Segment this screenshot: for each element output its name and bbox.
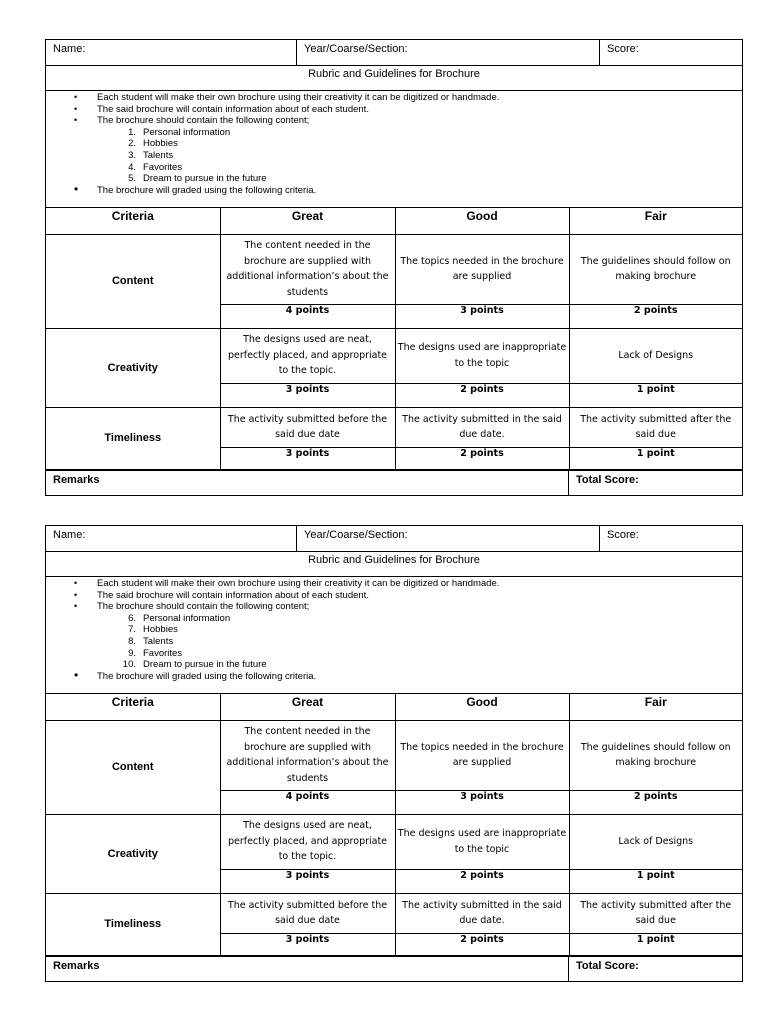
student-info-row (46, 40, 742, 66)
remarks-field[interactable]: Remarks (46, 957, 569, 981)
item-text: Personal information (143, 612, 231, 624)
item-text: Hobbies (143, 624, 178, 636)
great-points: 3 points (220, 869, 395, 893)
good-description: The designs used are inappropriate to the topic (395, 328, 569, 383)
rubric-title: Rubric and Guidelines for Brochure (46, 552, 742, 577)
table-row-creativity (46, 328, 742, 383)
fair-points: 2 points (569, 790, 742, 814)
criteria-table-wrap (46, 208, 742, 471)
fair-description: Lack of Designs (569, 814, 742, 869)
criteria-table (46, 208, 742, 470)
fair-points: 1 point (569, 933, 742, 955)
guideline-item: • The brochure will graded using the following criteria. (46, 671, 742, 683)
item-number: 7. (128, 624, 136, 636)
guidelines-list (46, 92, 742, 196)
criteria-cell: Content (46, 234, 220, 328)
content-list-item (46, 636, 742, 648)
guideline-item: • The said brochure will contain information about of each student. (46, 104, 742, 116)
fair-description: Lack of Designs (569, 328, 742, 383)
column-header: Good (395, 694, 569, 720)
item-text: Favorites (143, 647, 183, 659)
item-text: Dream to pursue in the future (143, 659, 267, 671)
guideline-item: • The said brochure will contain information about of each student. (46, 590, 742, 602)
great-points: 3 points (220, 933, 395, 955)
column-header: Good (395, 208, 569, 234)
item-number: 10. (122, 659, 136, 671)
score-field[interactable]: Score: (607, 529, 639, 541)
score-field[interactable]: Score: (607, 43, 639, 55)
content-list-item (46, 138, 742, 150)
item-text: Hobbies (143, 138, 178, 150)
great-description: The activity submitted before the said due date (220, 893, 395, 933)
table-row-timeliness (46, 407, 742, 447)
good-points: 2 points (395, 869, 569, 893)
guideline-item: • Each student will make their own brochure using their creativity it can be digitized or handmade. (46, 578, 742, 590)
guideline-item: • The brochure should contain the following content; (46, 115, 742, 127)
guideline-item: • Each student will make their own brochure using their creativity it can be digitized or handmade. (46, 92, 742, 104)
fair-description: The guidelines should follow on making brochure (569, 234, 742, 304)
table-row-creativity (46, 814, 742, 869)
column-header: Criteria (46, 208, 220, 234)
item-text: Favorites (143, 161, 183, 173)
item-text: Personal information (143, 126, 231, 138)
student-info-row (46, 526, 742, 552)
good-points: 2 points (395, 933, 569, 955)
content-list-item (46, 624, 742, 636)
guideline-item: • The brochure will graded using the following criteria. (46, 185, 742, 197)
footer-row (46, 471, 742, 495)
good-description: The topics needed in the brochure are supplied (395, 720, 569, 790)
great-points: 4 points (220, 790, 395, 814)
rubric-title: Rubric and Guidelines for Brochure (46, 66, 742, 91)
rubric-sheet (45, 525, 743, 982)
content-list-item (46, 162, 742, 174)
fair-points: 1 point (569, 869, 742, 893)
great-points: 3 points (220, 383, 395, 407)
column-header: Fair (569, 208, 742, 234)
content-list-item (46, 150, 742, 162)
column-header: Great (220, 208, 395, 234)
criteria-cell: Timeliness (46, 893, 220, 955)
fair-points: 2 points (569, 304, 742, 328)
table-row-timeliness (46, 893, 742, 933)
great-description: The activity submitted before the said due date (220, 407, 395, 447)
rubric-sheet (45, 39, 743, 496)
great-description: The content needed in the brochure are supplied with additional information’s about the students (220, 720, 395, 790)
good-points: 3 points (395, 304, 569, 328)
content-list-item (46, 127, 742, 139)
great-description: The content needed in the brochure are supplied with additional information’s about the students (220, 234, 395, 304)
year-course-section-field[interactable]: Year/Coarse/Section: (297, 526, 600, 551)
fair-description: The activity submitted after the said due (569, 893, 742, 933)
item-number: 3. (128, 149, 136, 161)
good-description: The designs used are inappropriate to the topic (395, 814, 569, 869)
item-number: 1. (128, 126, 136, 138)
footer-row (46, 957, 742, 981)
remarks-field[interactable]: Remarks (46, 471, 569, 495)
criteria-table-wrap (46, 694, 742, 957)
column-header: Great (220, 694, 395, 720)
item-text: Dream to pursue in the future (143, 173, 267, 185)
criteria-cell: Content (46, 720, 220, 814)
year-course-section-field[interactable]: Year/Coarse/Section: (297, 40, 600, 65)
item-number: 9. (128, 647, 136, 659)
good-description: The topics needed in the brochure are supplied (395, 234, 569, 304)
total-score-field[interactable]: Total Score: (576, 959, 639, 972)
guidelines-list (46, 578, 742, 682)
content-list-item (46, 173, 742, 185)
criteria-cell: Timeliness (46, 407, 220, 469)
name-field[interactable]: Name: (46, 40, 297, 65)
criteria-cell: Creativity (46, 814, 220, 893)
good-points: 3 points (395, 790, 569, 814)
fair-description: The activity submitted after the said due (569, 407, 742, 447)
item-number: 6. (128, 612, 136, 624)
content-list-item (46, 613, 742, 625)
item-number: 4. (128, 161, 136, 173)
item-number: 8. (128, 635, 136, 647)
good-description: The activity submitted in the said due date. (395, 407, 569, 447)
item-number: 2. (128, 138, 136, 150)
table-header-row (46, 208, 742, 234)
fair-points: 1 point (569, 447, 742, 469)
name-field[interactable]: Name: (46, 526, 297, 551)
good-points: 2 points (395, 447, 569, 469)
table-row-content (46, 720, 742, 790)
guideline-item: • The brochure should contain the following content; (46, 601, 742, 613)
great-points: 3 points (220, 447, 395, 469)
column-header: Fair (569, 694, 742, 720)
criteria-table (46, 694, 742, 956)
guidelines (46, 577, 742, 694)
total-score-field[interactable]: Total Score: (576, 473, 639, 486)
item-number: 5. (128, 173, 136, 185)
item-text: Talents (143, 149, 174, 161)
content-list-item (46, 659, 742, 671)
table-row-content (46, 234, 742, 304)
criteria-cell: Creativity (46, 328, 220, 407)
fair-description: The guidelines should follow on making brochure (569, 720, 742, 790)
fair-points: 1 point (569, 383, 742, 407)
table-header-row (46, 694, 742, 720)
great-description: The designs used are neat, perfectly placed, and appropriate to the topic. (220, 328, 395, 383)
item-text: Talents (143, 635, 174, 647)
great-description: The designs used are neat, perfectly placed, and appropriate to the topic. (220, 814, 395, 869)
good-description: The activity submitted in the said due date. (395, 893, 569, 933)
column-header: Criteria (46, 694, 220, 720)
content-list-item (46, 648, 742, 660)
good-points: 2 points (395, 383, 569, 407)
guidelines (46, 91, 742, 208)
great-points: 4 points (220, 304, 395, 328)
